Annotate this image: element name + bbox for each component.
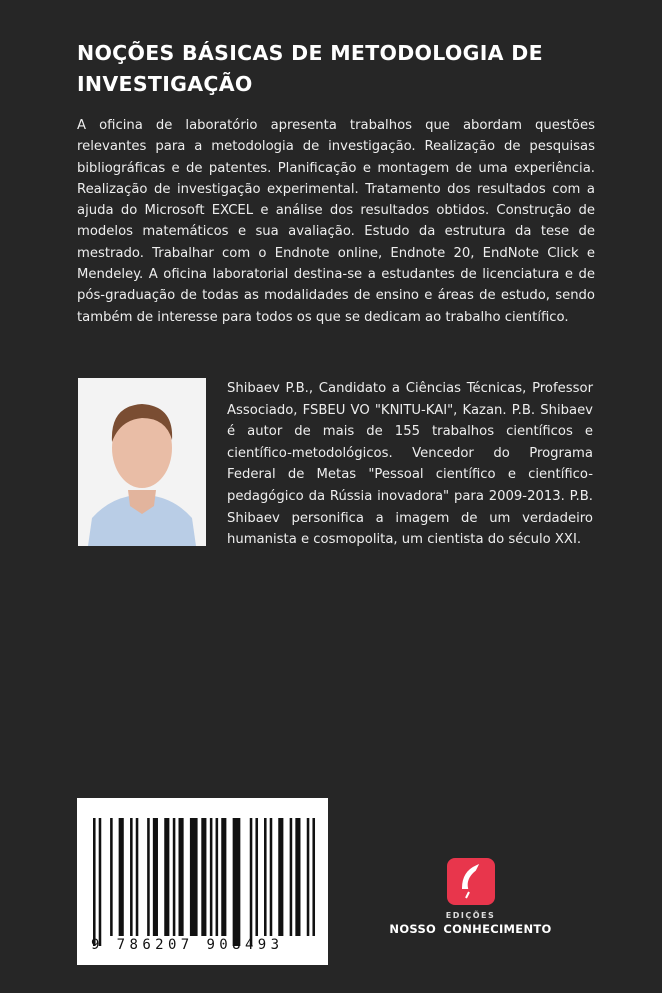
barcode-bar (173, 818, 176, 936)
barcode-bar (216, 818, 219, 936)
isbn-number: 9 786207 908493 (91, 937, 284, 953)
barcode (77, 798, 328, 965)
barcode-bar (93, 818, 96, 946)
barcode-bar (264, 818, 267, 936)
author-photo (78, 378, 206, 546)
barcode-bar (147, 818, 150, 936)
publisher-name: NOSSO CONHECIMENTO (389, 922, 552, 936)
barcode-bar (250, 818, 253, 946)
barcode-bar (190, 818, 198, 936)
barcode-bar (290, 818, 293, 936)
book-description: A oficina de laboratório apresenta trabalhos que abordam questões relevantes para a metodologia de investigação. Realização de pesquisas bibliográficas e de patentes. Planificação e montagem de uma experiência. Realização de investigação experimental. Tratamento dos resultados com a ajuda do Microsoft EXCEL e análise dos resultados obtidos. Construção de modelos matemáticos e sua avaliação. Estudo da estrutura da tese de mestrado. Trabalhar com o Endnote online, Endnote 20, EndNote Click e Mendeley. A oficina laboratorial destina-se a estudantes de licenciatura e de pós-graduação de todas as modalidades de ensino e áreas de estudo, sendo também de interesse para todos os que se dedicam ao trabalho científico. (77, 118, 595, 325)
barcode-bar (255, 818, 258, 936)
barcode-bar (221, 818, 226, 936)
barcode-bar (164, 818, 169, 936)
barcode-bar (201, 818, 206, 936)
barcode-bar (295, 818, 300, 936)
publisher-logo-feather-icon (447, 858, 495, 905)
author-bio: Shibaev P.B., Candidato a Ciências Técnicas, Professor Associado, FSBEU VO "KNITU-KAI", Kazan. P.B. Shibaev é autor de mais de 155 trabalhos científicos e científico-metodológicos. Vencedor do Programa Federal de Metas "Pessoal científico e científico-pedagógico da Rússia inovadora" para 2009-2013. P.B. Shibaev personifica a imagem de um verdadeiro humanista e cosmopolita, um cientista do século XXI. (227, 381, 593, 548)
barcode-bar (136, 818, 139, 936)
book-title: NOÇÕES BÁSICAS DE METODOLOGIA DE INVESTIGAÇÃO (77, 41, 543, 96)
barcode-bar (233, 818, 241, 946)
barcode-bar (278, 818, 283, 936)
barcode-bar (130, 818, 133, 936)
barcode-bar (153, 818, 158, 936)
barcode-bar (210, 818, 213, 936)
barcode-bar (179, 818, 184, 936)
barcode-bar (307, 818, 310, 936)
publisher-prefix: EDIÇÕES (445, 911, 496, 920)
barcode-bars (93, 818, 323, 953)
barcode-bar (119, 818, 124, 936)
barcode-bar (99, 818, 102, 946)
barcode-bar (312, 818, 315, 936)
barcode-bar (110, 818, 113, 936)
barcode-bar (270, 818, 273, 936)
